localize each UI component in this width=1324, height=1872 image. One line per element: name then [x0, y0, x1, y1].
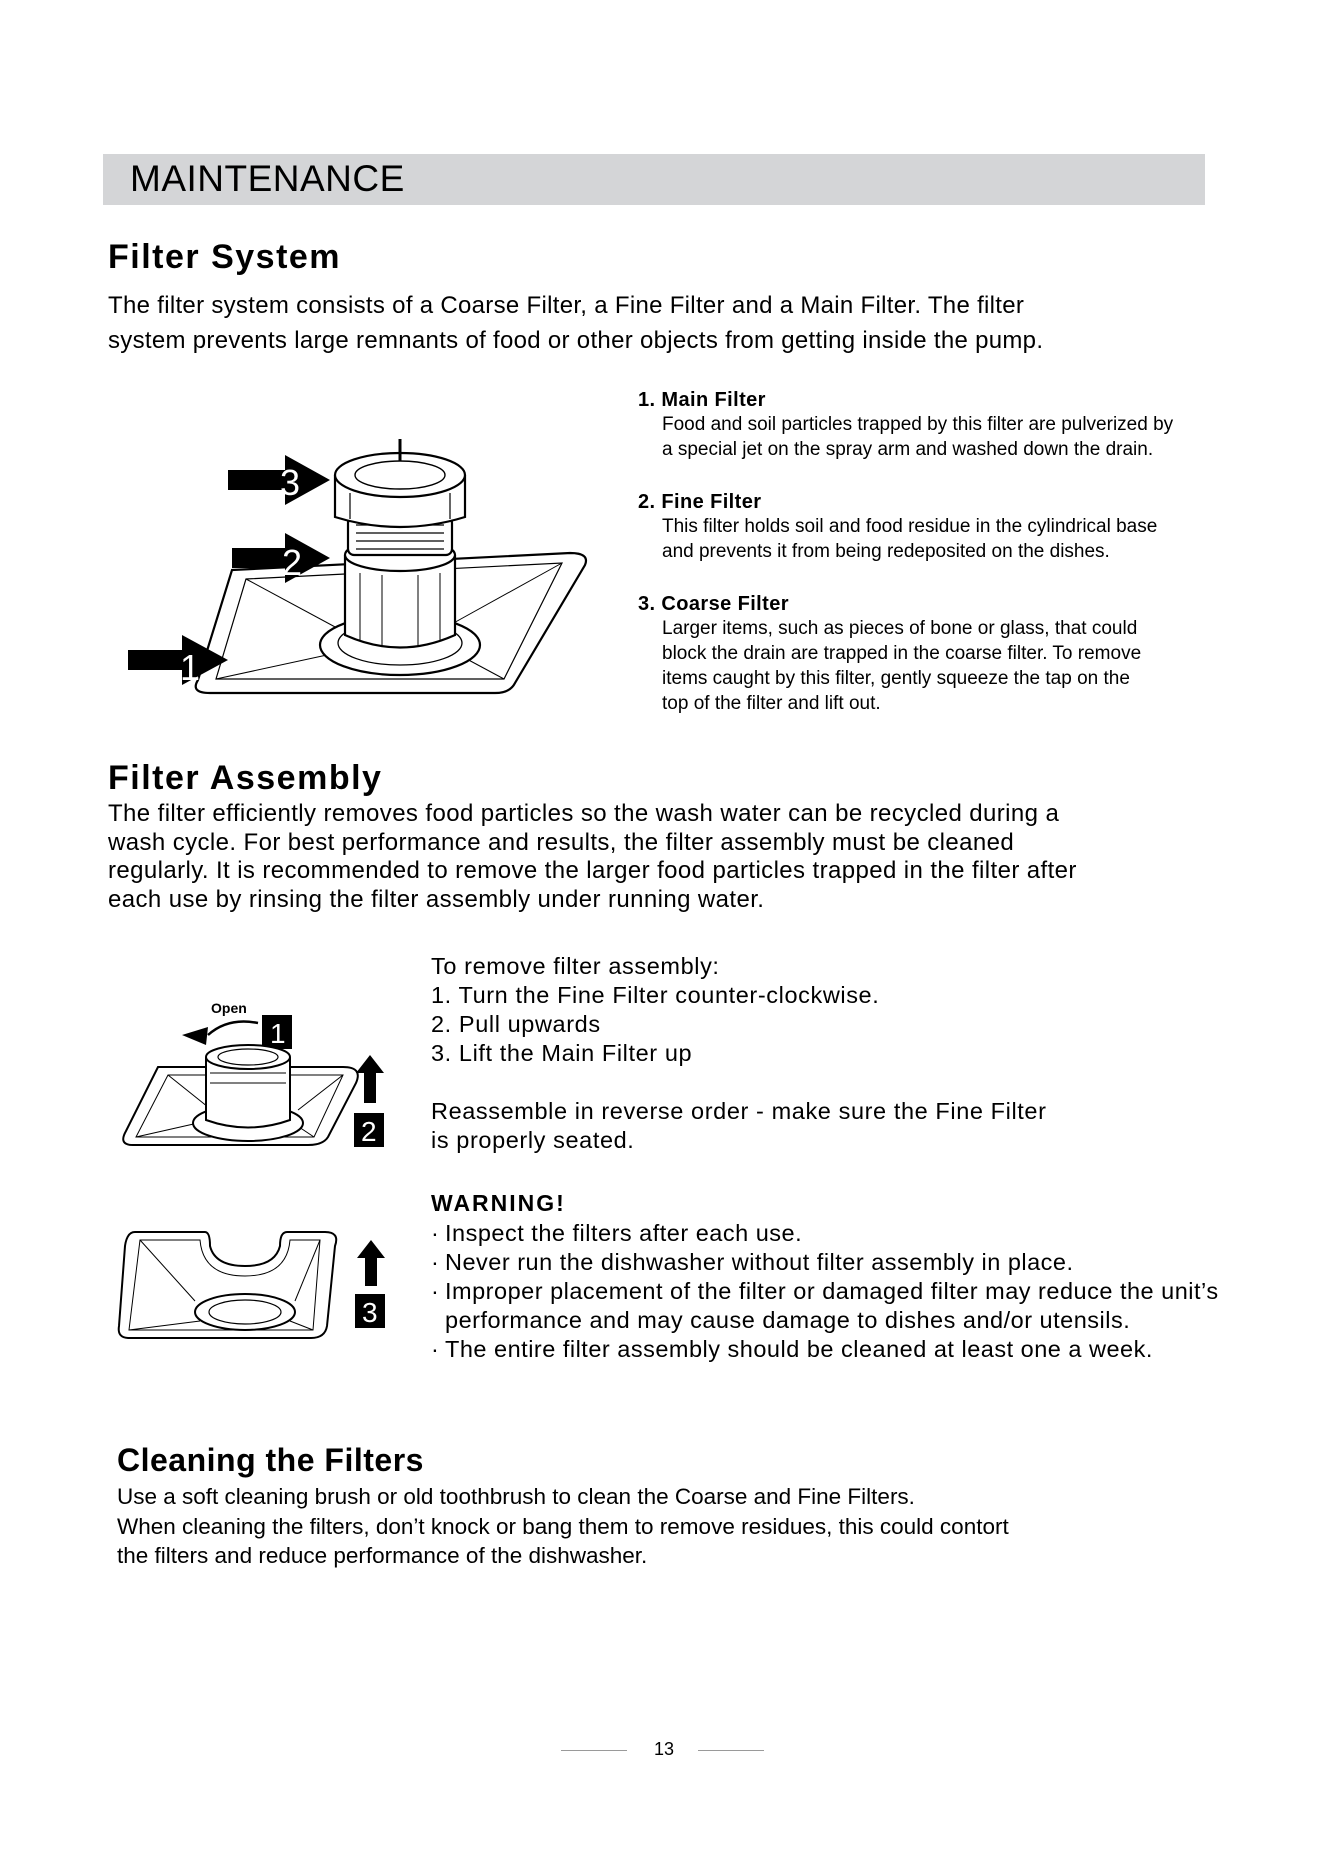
callout-label-1: 1	[180, 647, 201, 688]
cleaning-line: When cleaning the filters, don’t knock or bang them to remove residues, this could contort	[117, 1513, 1009, 1539]
filter-item-body	[638, 412, 1258, 462]
cleaning-text	[117, 1482, 1217, 1571]
filter-item-line: a special jet on the spray arm and washed down the drain.	[662, 439, 1154, 460]
footer-rule-right	[698, 1750, 764, 1751]
reassemble-line: Reassemble in reverse order - make sure the Fine Filter	[431, 1098, 1047, 1124]
removal-step: 1. Turn the Fine Filter counter-clockwise.	[431, 982, 880, 1008]
intro-line-2: system prevents large remnants of food or other objects from getting inside the pump.	[108, 327, 1044, 354]
removal-step: 3. Lift the Main Filter up	[431, 1040, 693, 1066]
filter-assembly-intro	[108, 800, 1238, 914]
warning-item: · The entire filter assembly should be cleaned at least one a week.	[431, 1336, 1153, 1362]
filter-system-intro	[108, 288, 1218, 358]
cleaning-line: Use a soft cleaning brush or old toothbrush to clean the Coarse and Fine Filters.	[117, 1484, 915, 1509]
callout-arrow-3	[228, 455, 330, 505]
open-label: Open	[211, 1000, 247, 1016]
warning-list	[431, 1219, 1261, 1364]
filter-system-heading: Filter System	[108, 238, 342, 276]
filter-item-line: This filter holds soil and food residue in the cylindrical base	[662, 516, 1158, 537]
assembly-line: each use by rinsing the filter assembly under running water.	[108, 885, 765, 913]
assembly-removal-diagram	[118, 995, 398, 1155]
filter-item-title: 3. Coarse Filter	[638, 593, 789, 615]
filter-item-line: Larger items, such as pieces of bone or glass, that could	[662, 618, 1138, 639]
filter-item-line: block the drain are trapped in the coarse filter. To remove	[662, 643, 1142, 664]
assembly-line: The filter efficiently removes food particles so the wash water can be recycled during a	[108, 800, 1060, 827]
warning-item: · Inspect the filters after each use.	[431, 1220, 803, 1246]
callout-label-3: 3	[280, 462, 301, 503]
intro-line-1: The filter system consists of a Coarse Filter, a Fine Filter and a Main Filter. The filter	[108, 292, 1025, 319]
cleaning-line: the filters and reduce performance of the dishwasher.	[117, 1543, 648, 1568]
warning-item: · Never run the dishwasher without filter assembly in place.	[431, 1249, 1074, 1275]
page-number: 13	[654, 1739, 675, 1759]
filter-item-line: and prevents it from being redeposited on the dishes.	[662, 541, 1110, 562]
filter-item-line: top of the filter and lift out.	[662, 693, 881, 714]
callout-label-2: 2	[282, 542, 303, 583]
assembly-tray-diagram	[115, 1226, 395, 1356]
reassemble-line: is properly seated.	[431, 1127, 635, 1153]
filter-assembly-heading: Filter Assembly	[108, 759, 383, 797]
warning-item: · Improper placement of the filter or damaged filter may reduce the unit’s performance and may cause damage to dishes and/or utensils.	[431, 1278, 1219, 1333]
cleaning-heading: Cleaning the Filters	[117, 1442, 424, 1478]
filter-item-title: 1. Main Filter	[638, 389, 766, 411]
remove-title: To remove filter assembly:	[431, 953, 720, 979]
filter-item-body	[638, 616, 1258, 716]
section-title: MAINTENANCE	[130, 158, 405, 199]
step-label-2: 2	[361, 1116, 377, 1147]
filter-item-body	[638, 514, 1258, 564]
filter-item-title: 2. Fine Filter	[638, 491, 762, 513]
warning-title: WARNING!	[431, 1190, 566, 1216]
footer-rule-left	[561, 1750, 627, 1751]
step-label-1: 1	[270, 1018, 286, 1049]
filter-item-main	[638, 389, 1258, 491]
filter-item-fine	[638, 491, 1258, 593]
assembly-line: wash cycle. For best performance and results, the filter assembly must be cleaned	[108, 828, 1015, 856]
assembly-line: regularly. It is recommended to remove the larger food particles trapped in the filter after	[108, 857, 1077, 884]
removal-instructions	[431, 952, 1251, 1155]
removal-step: 2. Pull upwards	[431, 1011, 601, 1037]
step-label-3: 3	[362, 1297, 378, 1328]
filter-item-line: items caught by this filter, gently squeeze the tap on the	[662, 668, 1130, 689]
filter-item-coarse	[638, 593, 1258, 716]
filter-item-line: Food and soil particles trapped by this filter are pulverized by	[662, 414, 1174, 435]
filter-items-list	[638, 389, 1258, 716]
filter-system-diagram	[120, 435, 600, 705]
